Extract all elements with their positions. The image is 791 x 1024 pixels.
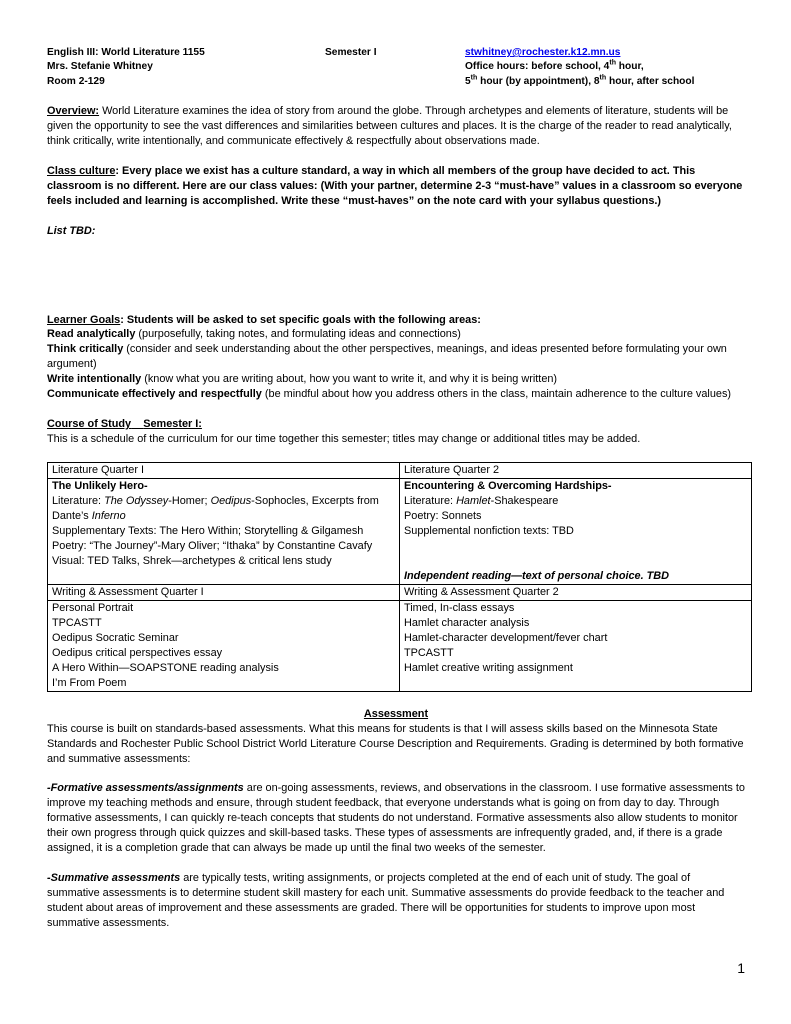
list-item: Hamlet creative writing assignment [404, 661, 573, 674]
header-middle [325, 46, 465, 89]
summative-paragraph [47, 871, 745, 931]
header-block [47, 46, 745, 89]
list-item: Hamlet-character development/fever chart [404, 631, 608, 644]
goal-write: Write intentionally (know what you are writing about, how you want to write it, and why it is being written) [47, 373, 558, 386]
class-culture-paragraph [47, 164, 745, 209]
room-number: Room 2-129 [47, 75, 105, 87]
course-title: English III: World Literature 1155 [47, 47, 205, 58]
summative-text: are typically tests, writing assignments, or projects completed at the end of each unit of study. The goal of summative assessments is to determine student skill mastery for each unit. Summative assessments do provide feedback to the teacher and student about areas of improvement and these assessments are graded. There will be opportunities for students to improve upon most summative assessments. [47, 871, 725, 929]
syllabus-page [47, 46, 745, 931]
q1-poetry: Poetry: “The Journey”-Mary Oliver; “Ithaka” by Constantine Cavafy [52, 539, 373, 552]
course-schedule-table [47, 462, 752, 692]
header-right [465, 46, 745, 89]
table-row [48, 600, 752, 691]
q1-header-cell: Literature Quarter I [48, 462, 400, 478]
summative-label: -Summative assessments [47, 871, 181, 884]
table-row [48, 478, 752, 584]
assessment-heading: Assessment [363, 707, 429, 720]
page-number: 1 [737, 960, 745, 976]
formative-paragraph [47, 781, 745, 856]
list-item: TPCASTT [404, 646, 454, 659]
q1-supplementary: Supplementary Texts: The Hero Within; Storytelling & Gilgamesh [52, 524, 364, 537]
course-of-study-heading: Course of Study Semester I: [47, 418, 202, 430]
list-item: A Hero Within—SOAPSTONE reading analysis [52, 661, 279, 674]
formative-text: are on-going assessments, reviews, and observations in the classroom. I use formative assessments to improve my teaching methods and ensure, through student feedback, that everyone understands what is going on from day to day. Through formative assessments, I can quickly re-teach concepts that students do not understand. Formative assessments also allow students to monitor their own progress through quick quizzes and skill-based tasks. These types of assessments are infrequently graded, and, if there is a grade assigned, it is a completion grade that can always be made up until the final two weeks of the semester. [47, 782, 745, 855]
class-culture-text: : Every place we exist has a culture standard, a way in which all members of the group have decided to act. This classroom is no different. Here are our class values: (With your partner, determine 2-3 “must-have” values in a classroom so everyone feels included and learning is accomplished. Write these “must-haves” on the note card with your syllabus questions.) [47, 164, 743, 207]
q2-header-cell: Literature Quarter 2 [400, 462, 752, 478]
formative-label: -Formative assessments/assignments [47, 782, 244, 795]
q2-literature: Literature: Hamlet-Shakespeare [404, 494, 559, 507]
goal-think: Think critically (consider and seek understanding about the other perspectives, meanings, and ideas presented before formulating your own argument) [47, 343, 727, 371]
w1-items-cell [48, 600, 400, 691]
w2-header-cell: Writing & Assessment Quarter 2 [400, 584, 752, 600]
list-item: Hamlet character analysis [404, 616, 530, 629]
w2-items-cell [400, 600, 752, 691]
overview-paragraph [47, 104, 745, 149]
course-of-study-intro: This is a schedule of the curriculum for our time together this semester; titles may change or additional titles may be added. [47, 432, 641, 445]
email-link[interactable]: stwhitney@rochester.k12.mn.us [465, 47, 621, 58]
q2-independent-reading: Independent reading—text of personal choice. TBD [404, 569, 670, 582]
overview-label: Overview: [47, 105, 100, 118]
q1-visual: Visual: TED Talks, Shrek—archetypes & critical lens study [52, 554, 332, 567]
table-row [48, 462, 752, 478]
list-item: Oedipus Socratic Seminar [52, 631, 179, 644]
overview-text: World Literature examines the idea of story from around the globe. Through archetypes and elements of literature, students will be given the opportunity to see the vast differences and similarities between cultures and places. It is the charge of the reader to read analytically, think critically, write intentionally, and communicate effectively & respectfully about observations made. [47, 105, 732, 148]
learner-goals-label: Learner Goals [47, 313, 121, 326]
office-hours-line2: 5th hour (by appointment), 8th hour, after school [465, 74, 695, 87]
q2-literature-cell [400, 478, 752, 584]
class-culture-label: Class culture [47, 164, 116, 177]
goal-read: Read analytically (purposefully, taking notes, and formulating ideas and connections) [47, 328, 461, 341]
q1-literature-cell [48, 478, 400, 584]
list-item: Timed, In-class essays [404, 601, 515, 614]
learner-goals-heading [47, 313, 745, 328]
list-item: Oedipus critical perspectives essay [52, 646, 223, 659]
table-row [48, 584, 752, 600]
goal-communicate: Communicate effectively and respectfully (be mindful about how you address others in the class, maintain adherence to the culture values) [47, 388, 732, 401]
header-left [47, 46, 325, 89]
office-hours-line1: Office hours: before school, 4th hour, [465, 60, 644, 73]
q2-supplemental: Supplemental nonfiction texts: TBD [404, 524, 574, 537]
list-tbd-label: List TBD: [47, 224, 96, 237]
list-item: TPCASTT [52, 616, 102, 629]
q1-unit-title: The Unlikely Hero- [52, 479, 148, 492]
q2-unit-title: Encountering & Overcoming Hardships- [404, 479, 612, 492]
list-item: I’m From Poem [52, 676, 127, 689]
teacher-name: Mrs. Stefanie Whitney [47, 61, 153, 73]
list-item: Personal Portrait [52, 601, 134, 614]
q1-literature: Literature: The Odyssey-Homer; Oedipus-Sophocles, Excerpts from Dante’s Inferno [52, 494, 379, 522]
w1-header-cell: Writing & Assessment Quarter I [48, 584, 400, 600]
learner-goals-intro: : Students will be asked to set specific goals with the following areas: [120, 313, 481, 326]
assessment-intro: This course is built on standards-based assessments. What this means for students is that I will assess skills based on the Minnesota State Standards and Rochester Public School District World Literature Course Description and Requirements. Grading is determined by both formative and summative assessments: [47, 722, 744, 765]
q2-poetry: Poetry: Sonnets [404, 509, 482, 522]
semester-label: Semester I [325, 47, 377, 58]
